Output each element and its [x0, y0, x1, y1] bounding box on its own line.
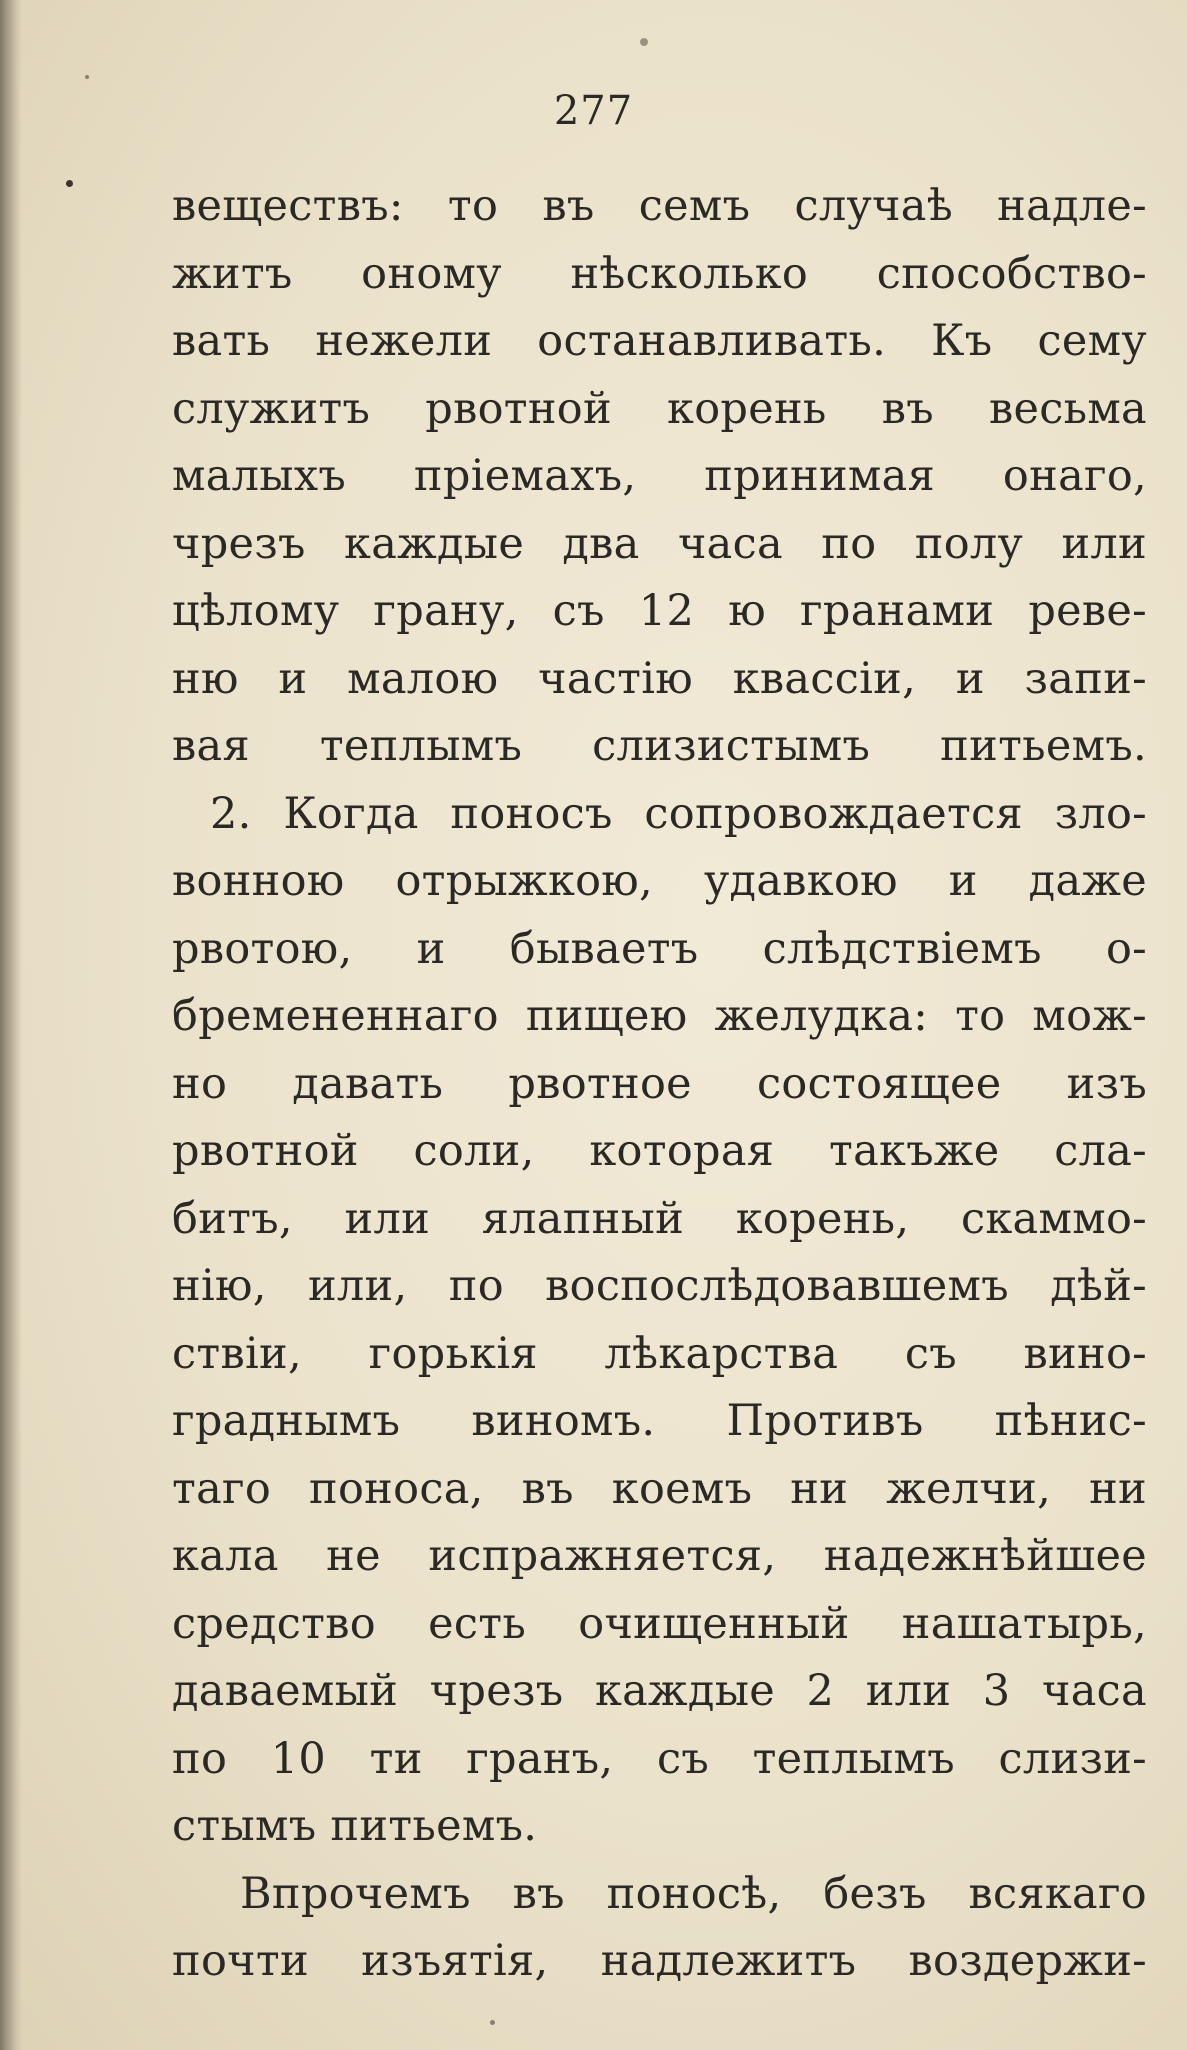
paper-speck [85, 75, 89, 79]
text-line: стымъ питьемъ. [172, 1801, 538, 1851]
text-line: по 10 ти гранъ, съ теплымъ слизи- [172, 1733, 1147, 1784]
text-line: цѣлому грану, съ 12 ю гранами реве- [172, 586, 1147, 636]
paper-speck [490, 2020, 495, 2025]
text-line: даваемый чрезъ каждые 2 или 3 часа [172, 1666, 1147, 1716]
text-line: таго поноса, въ коемъ ни желчи, ни [172, 1463, 1147, 1514]
text-line: вать нежели останавливать. Къ сему [172, 316, 1147, 366]
text-line: служитъ рвотной корень въ весьма [172, 383, 1147, 434]
text-line: нію, или, по воспослѣдовавшемъ дѣй- [172, 1261, 1147, 1311]
text-line: чрезъ каждые два часа по полу или [172, 518, 1147, 569]
text-line: средство есть очищенный нашатырь, [172, 1598, 1147, 1649]
text-line: бремененнаго пищею желудка: то мож- [172, 991, 1147, 1041]
text-line: ню и малою частію квассіи, и запи- [172, 653, 1147, 704]
text-line: рвотной соли, которая такъже сла- [172, 1126, 1147, 1176]
text-line: кала не испражняется, надежнѣйшее [172, 1531, 1147, 1581]
text-line: вая теплымъ слизистымъ питьемъ. [172, 721, 1147, 771]
text-line: Впрочемъ въ поносѣ, безъ всякаго [240, 1868, 1147, 1919]
text-line: житъ оному нѣсколько способство- [172, 248, 1147, 299]
text-line: рвотою, и бываетъ слѣдствіемъ о- [172, 923, 1147, 974]
text-line: малыхъ пріемахъ, принимая онаго, [172, 451, 1147, 501]
spine-mark [66, 180, 73, 187]
text-line: битъ, или ялапный корень, скаммо- [172, 1193, 1147, 1244]
text-line: веществъ: то въ семъ случаѣ надле- [172, 181, 1147, 231]
body-text [172, 173, 1147, 1996]
text-line: вонною отрыжкою, удавкою и даже [172, 856, 1147, 906]
text-line: 2. Когда поносъ сопровождается зло- [210, 788, 1147, 839]
text-line: граднымъ виномъ. Противъ пѣнис- [172, 1396, 1147, 1446]
text-line: но давать рвотное состоящее изъ [172, 1058, 1147, 1109]
page-spine-shadow [0, 0, 22, 2050]
page-number: 277 [553, 88, 634, 134]
text-line: почти изъятія, надлежитъ воздержи- [172, 1936, 1147, 1986]
paper-speck [640, 38, 648, 46]
text-line: ствіи, горькія лѣкарства съ вино- [172, 1328, 1147, 1379]
